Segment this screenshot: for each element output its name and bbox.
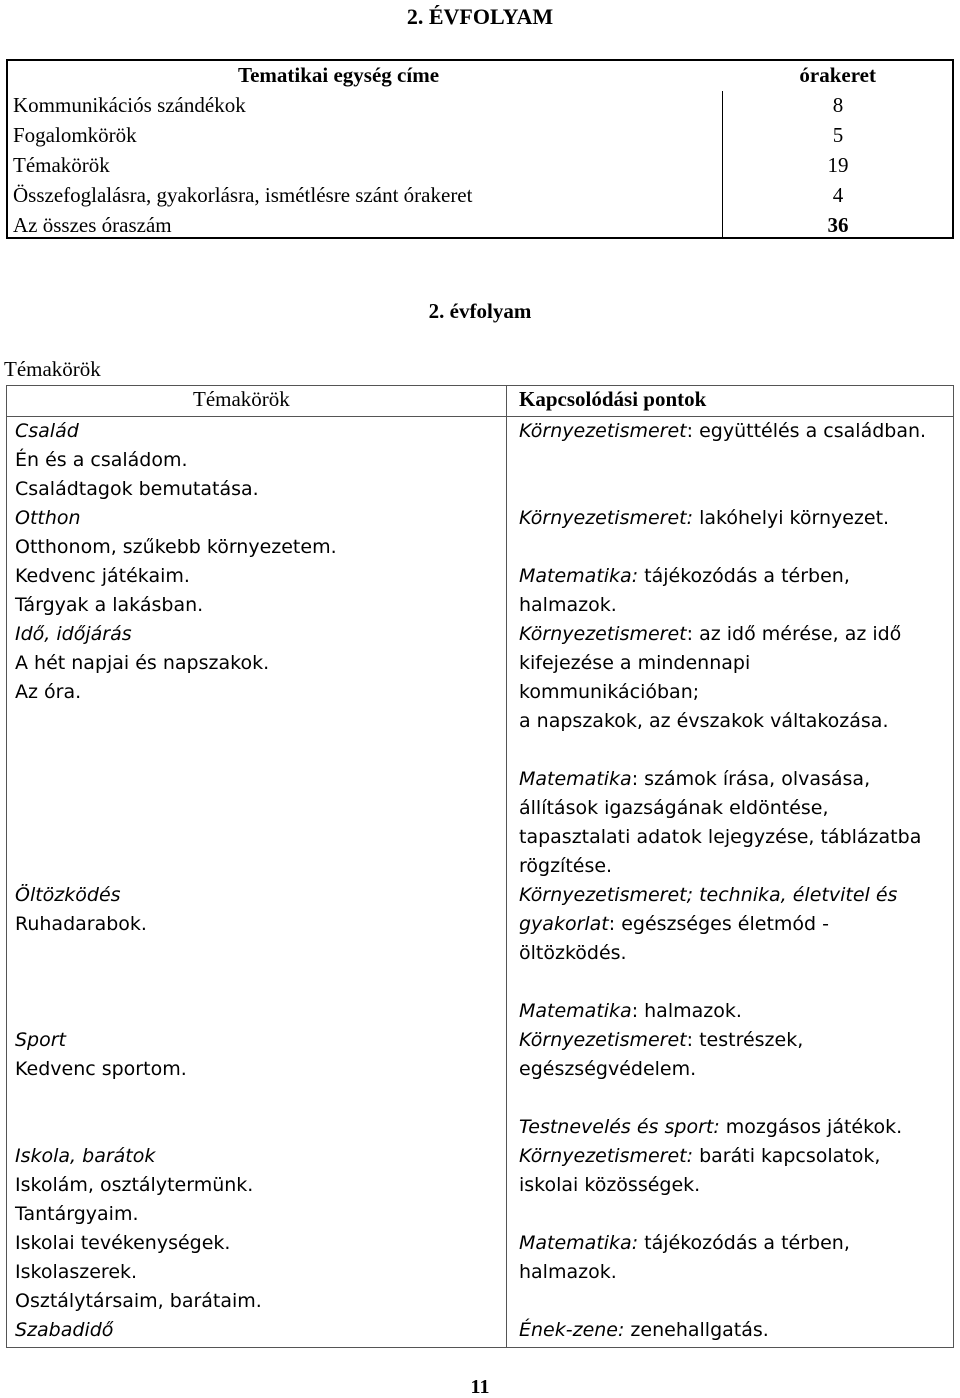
topic-item: Ruhadarabok. [15,913,147,935]
table-row [8,151,954,181]
topics-header-right: Kapcsolódási pontok [519,387,707,411]
topics-table [6,385,954,1348]
topic-item: Otthonom, szűkebb környezetem. [15,536,337,558]
connection-line: Környezetismeret: az idő mérése, az idő [519,623,902,645]
topic-item: Az óra. [15,681,82,703]
topics-header-left: Témakörök [193,387,290,411]
connection-line: Ének-zene: zenehallgatás. [519,1319,769,1341]
topic-item: Kedvenc sportom. [15,1058,187,1080]
connection-line: Testnevelés és sport: mozgásos játékok. [519,1116,903,1138]
column-divider [506,386,507,1347]
connection-line: kifejezése a mindennapi [519,652,751,674]
connection-line: kommunikációban; [519,681,700,703]
section-title: 2. évfolyam [428,299,532,323]
topic-item: Tantárgyaim. [15,1203,139,1225]
row-value: 5 [832,123,844,147]
connection-line: a napszakok, az évszakok váltakozása. [519,710,889,732]
topic-item: Iskolai tevékenységek. [15,1232,231,1254]
total-label: Az összes óraszám [13,213,172,237]
row-label: Fogalomkörök [13,123,137,147]
page-number: 11 [470,1376,490,1398]
table-row [8,181,954,211]
connection-line: Környezetismeret; technika, életvitel és [519,884,898,906]
connection-line: Környezetismeret: lakóhelyi környezet. [519,507,890,529]
connection-line: Környezetismeret: együttélés a családban. [519,420,927,442]
topic-heading: Szabadidő [15,1319,114,1341]
connection-line: Matematika: tájékozódás a térben, [519,565,850,587]
connection-line: Környezetismeret: baráti kapcsolatok, [519,1145,881,1167]
summary-header-row [8,61,954,91]
connection-line: öltözködés. [519,942,627,964]
topic-heading: Öltözködés [15,884,121,906]
row-value: 8 [832,93,844,117]
connection-line: Matematika: számok írása, olvasása, [519,768,871,790]
connection-line: gyakorlat: egészséges életmód - [519,913,829,935]
connection-line: egészségvédelem. [519,1058,697,1080]
connection-line: állítások igazságának eldöntése, [519,797,829,819]
connection-line: iskolai közösségek. [519,1174,701,1196]
summary-table [6,59,954,239]
connection-line: Matematika: tájékozódás a térben, [519,1232,850,1254]
topic-item: Iskolaszerek. [15,1261,138,1283]
topic-item: Tárgyak a lakásban. [15,594,204,616]
topic-heading: Otthon [15,507,81,529]
table-row [8,121,954,151]
row-label: Témakörök [13,153,110,177]
topic-item: Iskolám, osztálytermünk. [15,1174,254,1196]
topic-heading: Sport [15,1029,67,1051]
topic-item: Osztálytársaim, barátaim. [15,1290,262,1312]
topic-item: Kedvenc játékaim. [15,565,190,587]
topic-item: Én és a családom. [15,449,188,471]
topic-heading: Idő, időjárás [15,623,132,645]
topic-item: A hét napjai és napszakok. [15,652,270,674]
row-value: 19 [827,153,849,177]
row-label: Kommunikációs szándékok [13,93,246,117]
topic-item: Családtagok bemutatása. [15,478,259,500]
connection-line: tapasztalati adatok lejegyzése, táblázatba [519,826,922,848]
header-divider [7,416,953,417]
connection-line: halmazok. [519,1261,617,1283]
row-label: Összefoglalásra, gyakorlásra, ismétlésre szánt órakeret [13,183,473,207]
summary-header-hours: órakeret [799,63,876,87]
row-value: 4 [832,183,844,207]
topic-heading: Család [15,420,79,442]
topic-heading: Iskola, barátok [15,1145,156,1167]
summary-header-topic: Tematikai egység címe [238,63,440,87]
summary-total-row [8,211,954,241]
section-subtitle: Témakörök [4,357,101,381]
total-value: 36 [827,213,849,237]
connection-line: Környezetismeret: testrészek, [519,1029,804,1051]
page-title: 2. ÉVFOLYAM [406,4,554,29]
table-row [8,91,954,121]
connection-line: Matematika: halmazok. [519,1000,742,1022]
connection-line: halmazok. [519,594,617,616]
connection-line: rögzítése. [519,855,613,877]
